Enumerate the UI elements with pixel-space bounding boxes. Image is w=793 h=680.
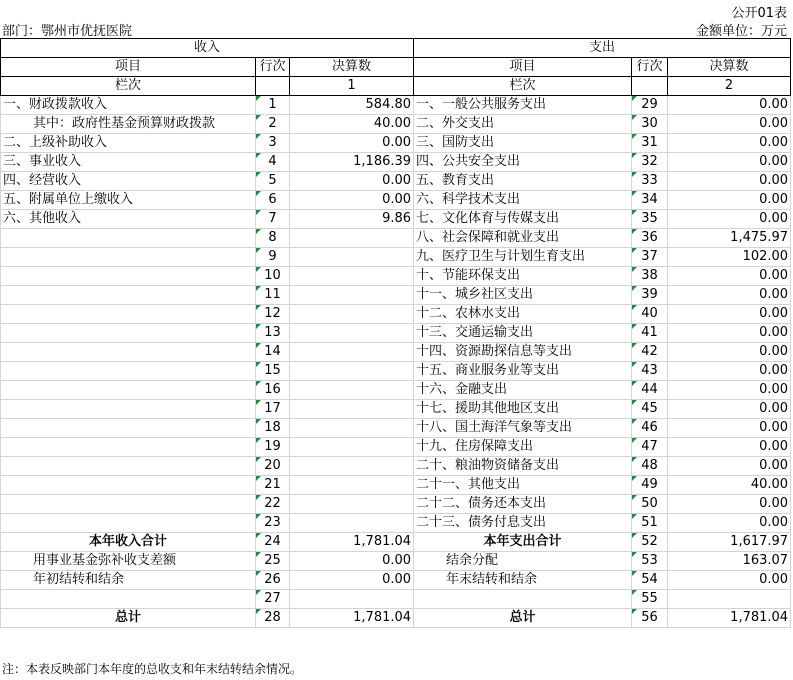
income-amount-cell: 9.86 <box>290 210 414 229</box>
expense-amount-cell: 0.00 <box>668 286 791 305</box>
table-row <box>1 381 791 400</box>
income-rowno-cell: 2 <box>256 115 290 134</box>
income-item-cell <box>1 267 256 286</box>
income-rowno-cell: 17 <box>256 400 290 419</box>
income-amount-cell: 40.00 <box>290 115 414 134</box>
expense-item-cell: 一、一般公共服务支出 <box>414 96 632 115</box>
department-label: 部门：鄂州市优抚医院 <box>2 24 133 39</box>
expense-amount-cell: 0.00 <box>668 96 791 115</box>
income-amount-cell <box>290 476 414 495</box>
income-amount-cell <box>290 362 414 381</box>
expense-item-cell: 十二、农林水支出 <box>414 305 632 324</box>
income-rowno-cell: 18 <box>256 419 290 438</box>
income-rowno-cell: 14 <box>256 343 290 362</box>
expense-amount-cell: 163.07 <box>668 552 791 571</box>
income-amount-cell: 0.00 <box>290 134 414 153</box>
expense-rowno-header: 行次 <box>632 58 668 77</box>
expense-amount-cell: 1,475.97 <box>668 229 791 248</box>
table-row <box>1 96 791 115</box>
income-amount-cell <box>290 438 414 457</box>
income-rowno-cell: 21 <box>256 476 290 495</box>
expense-item-cell: 十六、金融支出 <box>414 381 632 400</box>
table-row <box>1 172 791 191</box>
expense-amount-cell: 0.00 <box>668 495 791 514</box>
income-item-cell: 五、附属单位上缴收入 <box>1 191 256 210</box>
expense-item-cell: 五、教育支出 <box>414 172 632 191</box>
income-rowno-cell: 26 <box>256 571 290 590</box>
expense-item-cell: 二十、粮油物资储备支出 <box>414 457 632 476</box>
table-row <box>1 476 791 495</box>
expense-rowno-cell: 37 <box>632 248 668 267</box>
expense-amount-cell: 0.00 <box>668 172 791 191</box>
income-rowno-cell: 8 <box>256 229 290 248</box>
expense-item-cell: 十三、交通运输支出 <box>414 324 632 343</box>
table-row <box>1 457 791 476</box>
department-row <box>0 18 793 38</box>
expense-rowno-cell: 48 <box>632 457 668 476</box>
income-index-number: 1 <box>290 77 414 96</box>
table-row <box>1 305 791 324</box>
year-total-row <box>1 533 791 552</box>
income-amount-cell <box>290 324 414 343</box>
income-item-cell <box>1 248 256 267</box>
expense-rowno-cell: 52 <box>632 533 668 552</box>
income-item-header: 项目 <box>1 58 256 77</box>
income-item-cell <box>1 286 256 305</box>
expense-rowno-cell: 34 <box>632 191 668 210</box>
income-rowno-cell: 24 <box>256 533 290 552</box>
table-row <box>1 134 791 153</box>
expense-amount-cell: 0.00 <box>668 153 791 172</box>
expense-amount-cell: 40.00 <box>668 476 791 495</box>
income-rowno-cell: 1 <box>256 96 290 115</box>
expense-rowno-cell: 49 <box>632 476 668 495</box>
section-header-row <box>1 39 791 58</box>
expense-amount-cell: 0.00 <box>668 191 791 210</box>
income-amount-cell <box>290 457 414 476</box>
income-rowno-cell: 9 <box>256 248 290 267</box>
expense-rowno-cell: 29 <box>632 96 668 115</box>
expense-rowno-cell: 42 <box>632 343 668 362</box>
income-rowno-cell: 25 <box>256 552 290 571</box>
income-rowno-cell: 27 <box>256 590 290 609</box>
income-item-cell: 用事业基金弥补收支差额 <box>1 552 256 571</box>
expense-amount-header: 决算数 <box>668 58 791 77</box>
income-rowno-cell: 7 <box>256 210 290 229</box>
income-amount-cell: 584.80 <box>290 96 414 115</box>
income-item-cell <box>1 590 256 609</box>
income-item-cell <box>1 457 256 476</box>
form-code-row <box>0 0 793 20</box>
income-rowno-cell: 23 <box>256 514 290 533</box>
expense-amount-cell: 1,617.97 <box>668 533 791 552</box>
expense-item-cell: 年末结转和结余 <box>414 571 632 590</box>
expense-rowno-cell: 39 <box>632 286 668 305</box>
expense-amount-cell: 0.00 <box>668 438 791 457</box>
income-amount-cell <box>290 381 414 400</box>
extra-row <box>1 590 791 609</box>
footnote: 注：本表反映部门本年度的总收支和年末结转结余情况。 <box>2 662 303 676</box>
expense-item-cell: 三、国防支出 <box>414 134 632 153</box>
form-code: 公开01表 <box>731 6 787 21</box>
expense-item-cell: 二十一、其他支出 <box>414 476 632 495</box>
expense-amount-cell: 0.00 <box>668 381 791 400</box>
expense-item-cell: 八、社会保障和就业支出 <box>414 229 632 248</box>
expense-amount-cell: 0.00 <box>668 457 791 476</box>
table-row <box>1 419 791 438</box>
income-rowno-cell: 10 <box>256 267 290 286</box>
income-amount-cell <box>290 400 414 419</box>
income-item-cell <box>1 495 256 514</box>
income-amount-cell <box>290 343 414 362</box>
expense-rowno-cell: 41 <box>632 324 668 343</box>
expense-rowno-cell: 45 <box>632 400 668 419</box>
income-rowno-header: 行次 <box>256 58 290 77</box>
expense-amount-cell: 0.00 <box>668 362 791 381</box>
expense-amount-cell: 0.00 <box>668 134 791 153</box>
income-amount-cell: 0.00 <box>290 172 414 191</box>
income-amount-cell <box>290 590 414 609</box>
income-amount-cell: 0.00 <box>290 191 414 210</box>
income-amount-cell: 1,186.39 <box>290 153 414 172</box>
expense-rowno-cell: 53 <box>632 552 668 571</box>
expense-amount-cell: 1,781.04 <box>668 609 791 628</box>
income-item-cell: 一、财政拨款收入 <box>1 96 256 115</box>
income-amount-cell <box>290 267 414 286</box>
expense-index-label: 栏次 <box>414 77 632 96</box>
table-row <box>1 362 791 381</box>
income-item-cell <box>1 229 256 248</box>
expense-item-cell: 二十二、债务还本支出 <box>414 495 632 514</box>
income-item-cell <box>1 381 256 400</box>
income-rowno-cell: 5 <box>256 172 290 191</box>
income-rowno-cell: 13 <box>256 324 290 343</box>
table-row <box>1 286 791 305</box>
income-item-cell <box>1 305 256 324</box>
expense-item-cell: 四、公共安全支出 <box>414 153 632 172</box>
expense-rowno-cell: 33 <box>632 172 668 191</box>
expense-item-cell: 十四、资源勘探信息等支出 <box>414 343 632 362</box>
expense-rowno-cell: 40 <box>632 305 668 324</box>
income-item-cell: 总计 <box>1 609 256 628</box>
income-amount-cell: 1,781.04 <box>290 609 414 628</box>
expense-item-cell: 十九、住房保障支出 <box>414 438 632 457</box>
table-row <box>1 343 791 362</box>
grand-total-row <box>1 609 791 628</box>
expense-item-cell: 九、医疗卫生与计划生育支出 <box>414 248 632 267</box>
income-item-cell: 三、事业收入 <box>1 153 256 172</box>
income-item-cell <box>1 343 256 362</box>
expense-rowno-cell: 47 <box>632 438 668 457</box>
table-row <box>1 210 791 229</box>
column-header-row <box>1 58 791 77</box>
expense-section-header: 支出 <box>414 39 791 58</box>
table-row <box>1 514 791 533</box>
expense-item-cell: 十、节能环保支出 <box>414 267 632 286</box>
income-item-cell: 四、经营收入 <box>1 172 256 191</box>
income-index-label: 栏次 <box>1 77 256 96</box>
expense-amount-cell: 0.00 <box>668 305 791 324</box>
table-row <box>1 324 791 343</box>
income-item-cell <box>1 476 256 495</box>
expense-rowno-cell: 54 <box>632 571 668 590</box>
expense-amount-cell <box>668 590 791 609</box>
income-amount-cell <box>290 229 414 248</box>
expense-amount-cell: 0.00 <box>668 115 791 134</box>
expense-rowno-cell: 32 <box>632 153 668 172</box>
expense-item-header: 项目 <box>414 58 632 77</box>
expense-item-cell: 总计 <box>414 609 632 628</box>
expense-amount-cell: 102.00 <box>668 248 791 267</box>
expense-rowno-cell: 30 <box>632 115 668 134</box>
expense-rowno-cell: 44 <box>632 381 668 400</box>
income-item-cell <box>1 438 256 457</box>
income-item-cell <box>1 324 256 343</box>
income-section-header: 收入 <box>1 39 414 58</box>
income-amount-cell <box>290 514 414 533</box>
table-row <box>1 495 791 514</box>
income-item-cell: 二、上级补助收入 <box>1 134 256 153</box>
expense-amount-cell: 0.00 <box>668 419 791 438</box>
expense-item-cell: 二、外交支出 <box>414 115 632 134</box>
table-row <box>1 153 791 172</box>
expense-item-cell: 二十三、债务付息支出 <box>414 514 632 533</box>
expense-amount-cell: 0.00 <box>668 210 791 229</box>
income-item-cell <box>1 514 256 533</box>
income-amount-cell: 1,781.04 <box>290 533 414 552</box>
income-rowno-cell: 28 <box>256 609 290 628</box>
expense-item-cell: 十八、国土海洋气象等支出 <box>414 419 632 438</box>
income-amount-header: 决算数 <box>290 58 414 77</box>
income-rowno-cell: 4 <box>256 153 290 172</box>
income-amount-cell <box>290 305 414 324</box>
income-item-cell <box>1 419 256 438</box>
expense-item-cell: 七、文化体育与传媒支出 <box>414 210 632 229</box>
expense-rowno-cell: 50 <box>632 495 668 514</box>
expense-item-cell <box>414 590 632 609</box>
expense-item-cell: 十一、城乡社区支出 <box>414 286 632 305</box>
expense-amount-cell: 0.00 <box>668 514 791 533</box>
income-item-cell <box>1 362 256 381</box>
income-rowno-cell: 12 <box>256 305 290 324</box>
expense-amount-cell: 0.00 <box>668 324 791 343</box>
table-row <box>1 248 791 267</box>
table-row <box>1 400 791 419</box>
income-rowno-cell: 19 <box>256 438 290 457</box>
expense-amount-cell: 0.00 <box>668 343 791 362</box>
expense-amount-cell: 0.00 <box>668 267 791 286</box>
income-rowno-cell: 20 <box>256 457 290 476</box>
income-rowno-cell: 11 <box>256 286 290 305</box>
income-item-cell: 年初结转和结余 <box>1 571 256 590</box>
table-row <box>1 191 791 210</box>
table-row <box>1 115 791 134</box>
income-amount-cell: 0.00 <box>290 571 414 590</box>
income-rowno-cell: 16 <box>256 381 290 400</box>
income-index-blank <box>256 77 290 96</box>
income-item-cell: 六、其他收入 <box>1 210 256 229</box>
expense-rowno-cell: 51 <box>632 514 668 533</box>
extra-row <box>1 552 791 571</box>
column-index-row <box>1 77 791 96</box>
expense-amount-cell: 0.00 <box>668 400 791 419</box>
income-amount-cell <box>290 495 414 514</box>
expense-amount-cell: 0.00 <box>668 571 791 590</box>
expense-item-cell: 十五、商业服务业等支出 <box>414 362 632 381</box>
expense-rowno-cell: 35 <box>632 210 668 229</box>
unit-label: 金额单位：万元 <box>695 24 787 39</box>
income-rowno-cell: 6 <box>256 191 290 210</box>
income-amount-cell <box>290 248 414 267</box>
expense-rowno-cell: 43 <box>632 362 668 381</box>
expense-rowno-cell: 56 <box>632 609 668 628</box>
table-row <box>1 229 791 248</box>
income-rowno-cell: 3 <box>256 134 290 153</box>
income-item-cell: 本年收入合计 <box>1 533 256 552</box>
income-item-cell: 其中：政府性基金预算财政拨款 <box>1 115 256 134</box>
expense-item-cell: 本年支出合计 <box>414 533 632 552</box>
expense-item-cell: 六、科学技术支出 <box>414 191 632 210</box>
expense-rowno-cell: 46 <box>632 419 668 438</box>
extra-row <box>1 571 791 590</box>
table-row <box>1 267 791 286</box>
table-row <box>1 438 791 457</box>
income-item-cell <box>1 400 256 419</box>
expense-item-cell: 十七、援助其他地区支出 <box>414 400 632 419</box>
expense-rowno-cell: 31 <box>632 134 668 153</box>
income-rowno-cell: 22 <box>256 495 290 514</box>
expense-rowno-cell: 36 <box>632 229 668 248</box>
expense-index-blank <box>632 77 668 96</box>
expense-item-cell: 结余分配 <box>414 552 632 571</box>
income-amount-cell <box>290 286 414 305</box>
income-rowno-cell: 15 <box>256 362 290 381</box>
expense-rowno-cell: 55 <box>632 590 668 609</box>
expense-index-number: 2 <box>668 77 791 96</box>
expense-rowno-cell: 38 <box>632 267 668 286</box>
income-amount-cell <box>290 419 414 438</box>
budget-table <box>0 38 791 628</box>
income-amount-cell: 0.00 <box>290 552 414 571</box>
